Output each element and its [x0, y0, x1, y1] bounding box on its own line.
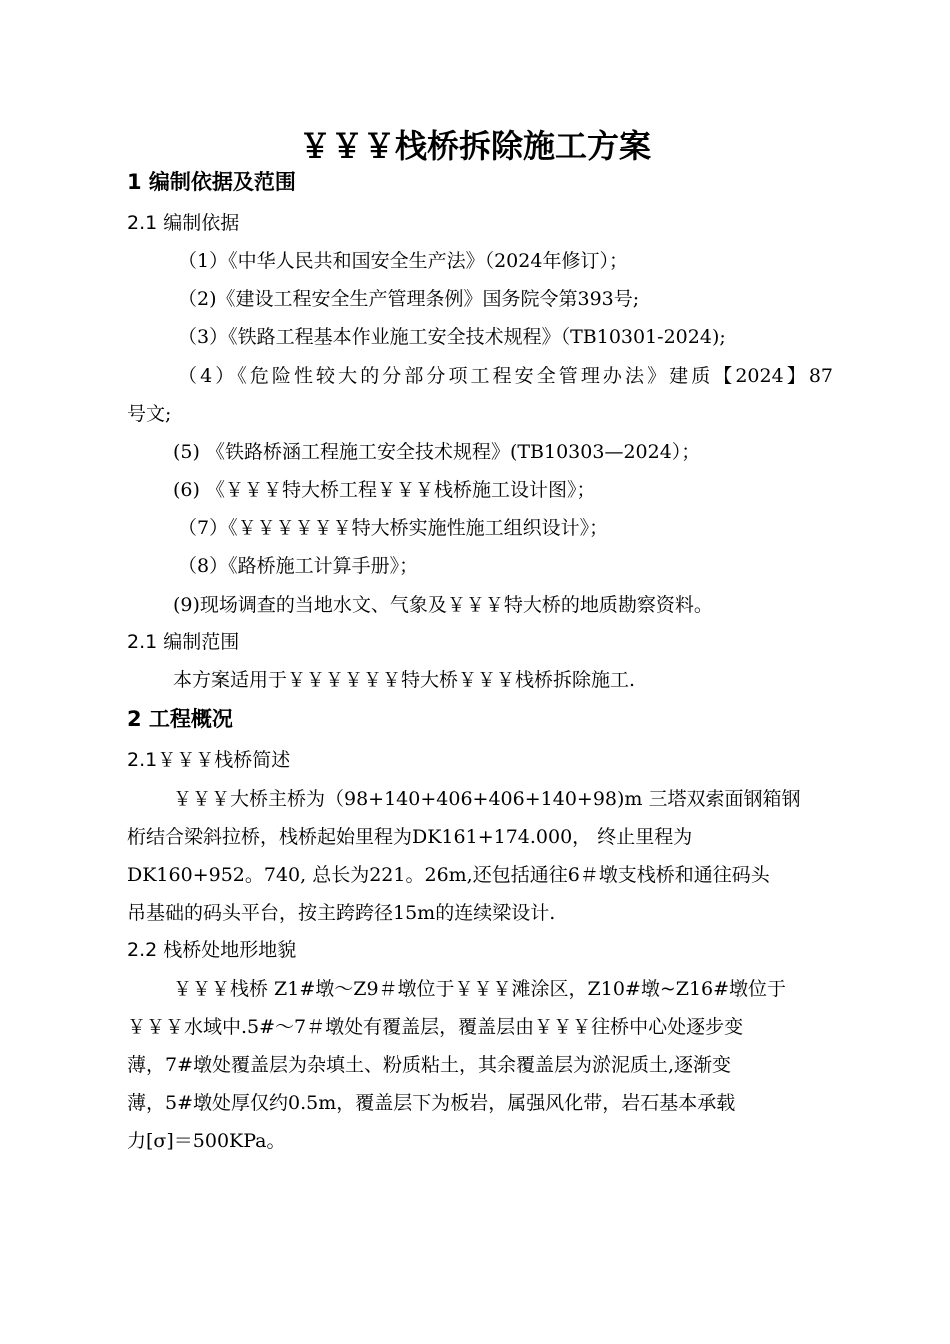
summary-line-4: 吊基础的码头平台，按主跨跨径15m的连续梁设计. — [127, 902, 556, 924]
section-heading-overview: 2 工程概况 — [127, 707, 233, 731]
subsection-heading-basis: 2.1 编制依据 — [127, 212, 240, 234]
basis-item-7: （7）《￥￥￥￥￥￥特大桥实施性施工组织设计》； — [178, 517, 609, 539]
basis-item-3: （3）《铁路工程基本作业施工安全技术规程》（TB10301-2024); — [178, 326, 726, 348]
subsection-heading-scope: 2.1 编制范围 — [127, 631, 240, 653]
terrain-line-3: 薄，7#墩处覆盖层为杂填土、粉质粘土，其余覆盖层为淤泥质土,逐渐变 — [127, 1054, 732, 1076]
section-heading-basis-scope: 1 编制依据及范围 — [127, 170, 296, 194]
basis-item-4: （4）《危险性较大的分部分项工程安全管理办法》建质【2024】87 — [178, 365, 833, 387]
scope-text: 本方案适用于￥￥￥￥￥￥特大桥￥￥￥栈桥拆除施工. — [173, 669, 636, 691]
basis-item-6: (6) 《￥￥￥特大桥工程￥￥￥栈桥施工设计图》； — [173, 479, 596, 501]
basis-item-5: (5) 《铁路桥涵工程施工安全技术规程》(TB10303—2024）； — [173, 441, 701, 463]
terrain-line-2: ￥￥￥水域中.5#～7＃墩处有覆盖层，覆盖层由￥￥￥往桥中心处逐步变 — [127, 1016, 744, 1038]
terrain-line-5: 力[σ]＝500KPa。 — [127, 1130, 286, 1152]
summary-line-2: 桁结合梁斜拉桥，栈桥起始里程为DK161+174.000， 终止里程为 — [127, 826, 693, 848]
terrain-line-1: ￥￥￥栈桥 Z1#墩～Z9＃墩位于￥￥￥滩涂区，Z10#墩~Z16#墩位于 — [173, 978, 787, 1000]
subsection-heading-trestle-summary: 2.1￥￥￥栈桥简述 — [127, 749, 291, 771]
basis-item-2: （2)《建设工程安全生产管理条例》国务院令第393号; — [178, 288, 640, 310]
basis-item-1: （1）《中华人民共和国安全生产法》（2024年修订）； — [178, 250, 628, 272]
basis-item-4-cont: 号文; — [127, 403, 172, 425]
terrain-line-4: 薄，5#墩处厚仅约0.5m，覆盖层下为板岩，属强风化带，岩石基本承载 — [127, 1092, 736, 1114]
document-title: ￥￥￥栈桥拆除施工方案 — [298, 127, 651, 165]
subsection-heading-terrain: 2.2 栈桥处地形地貌 — [127, 939, 297, 961]
basis-item-9: (9)现场调查的当地水文、气象及￥￥￥特大桥的地质勘察资料。 — [173, 594, 713, 616]
summary-line-3: DK160+952。740, 总长为221。26m,还包括通往6＃墩支栈桥和通往码头 — [127, 864, 770, 886]
basis-item-8: （8）《路桥施工计算手册》； — [178, 555, 419, 577]
summary-line-1: ￥￥￥大桥主桥为（98+140+406+406+140+98)m 三塔双索面钢箱钢 — [173, 788, 801, 810]
